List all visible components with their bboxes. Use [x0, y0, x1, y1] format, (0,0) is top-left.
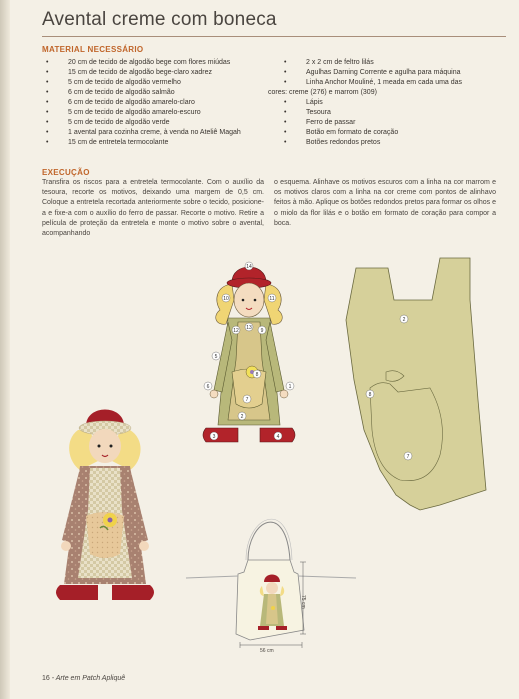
- material-item: • 5 cm de tecido de algodão vermelho: [42, 78, 272, 88]
- piece-label: 14: [246, 264, 252, 270]
- material-item: • 15 cm de entretela termocolante: [42, 138, 272, 148]
- apron-shape: [346, 258, 486, 510]
- material-item: • Tesoura: [280, 108, 505, 118]
- material-item: • 5 cm de tecido de algodão amarelo-escuro: [42, 108, 272, 118]
- piece-label: 8: [255, 372, 259, 378]
- material-item: • 20 cm de tecido de algodão bege com flores miúdas: [42, 58, 272, 68]
- finished-apron-sketch: [186, 519, 356, 648]
- piece-label: 6: [206, 384, 210, 390]
- piece-label: 13: [246, 325, 252, 331]
- apron-pattern-piece: [346, 258, 486, 510]
- piece-label: 2: [240, 414, 244, 420]
- material-item: • 5 cm de tecido de algodão verde: [42, 118, 272, 128]
- apron-piece-label: 2: [402, 317, 406, 323]
- material-item-continued: cores: creme (276) e marrom (309): [268, 89, 377, 96]
- piece-label: 10: [223, 296, 229, 302]
- piece-label: 7: [245, 397, 249, 403]
- photo-doll-shoe-right: [112, 585, 154, 600]
- execucao-text-col1: Transfira os riscos para a entretela termocolante. Com o auxílio da tesoura, recorte os motivos, deixando uma margem de 0,5 cm. Coloque a entretela recortada anteriormente sobre o tecido, posicione-a e fixe-a com o auxílio do ferro de passar. Recorte o motivo. Retire a película de proteção da entretela e monte o motivo sobre o avental, acompanhando: [42, 179, 264, 238]
- piece-label: 3: [212, 434, 216, 440]
- apron-piece-label: 7: [406, 454, 410, 460]
- page-title: Avental creme com boneca: [42, 9, 277, 30]
- material-item: • 1 avental para cozinha creme, à venda no Ateliê Magah: [42, 128, 272, 138]
- execucao-text-col2: o esquema. Alinhave os motivos escuros com a linha na cor marrom e os motivos claros com a linha na cor creme com pontos de alinhavo feitos à mão. Aplique os botões redondos pretos para formar os olhos e o miolo da flor lilás e o botão em formato de coração para compor a boca.: [274, 179, 496, 227]
- piece-label: 5: [214, 354, 218, 360]
- photo-doll-shoe-left: [56, 585, 98, 600]
- finished-doll-photo: [56, 410, 154, 601]
- dimension-height-label: 75 cm: [300, 595, 306, 609]
- doll-pattern-diagram: [203, 262, 295, 442]
- magazine-name: - Arte em Patch Apliquê: [51, 675, 126, 682]
- material-item: • Ferro de passar: [280, 118, 505, 128]
- apron-piece-label: 8: [368, 392, 372, 398]
- doll-shoe-left: [203, 428, 238, 442]
- piece-label: 9: [260, 328, 264, 334]
- material-item: • Botão em formato de coração: [280, 128, 505, 138]
- material-item: • 2 x 2 cm de feltro lilás: [280, 58, 505, 68]
- page-number: 16: [42, 675, 50, 682]
- doll-face: [234, 283, 264, 317]
- dimension-width-label: 56 cm: [260, 648, 274, 654]
- material-item: • Lápis: [280, 98, 505, 108]
- piece-label: 4: [276, 434, 280, 440]
- material-item: • 6 cm de tecido de algodão amarelo-claro: [42, 98, 272, 108]
- piece-label: 12: [233, 328, 239, 334]
- material-item: • 6 cm de tecido de algodão salmão: [42, 88, 272, 98]
- material-heading: MATERIAL NECESSÁRIO: [42, 45, 144, 54]
- material-item: • 15 cm de tecido de algodão bege-claro xadrez: [42, 68, 272, 78]
- page-footer: [42, 675, 125, 682]
- execucao-heading: EXECUÇÃO: [42, 168, 90, 177]
- material-item: • Agulhas Darning Corrente e agulha para máquina: [280, 68, 505, 78]
- photo-doll-face: [89, 429, 121, 463]
- piece-label: 11: [269, 296, 275, 302]
- material-item: • Botões redondos pretos: [280, 138, 505, 148]
- piece-label: 1: [288, 384, 292, 390]
- material-item: • Linha Anchor Mouliné, 1 meada em cada uma das: [280, 78, 505, 88]
